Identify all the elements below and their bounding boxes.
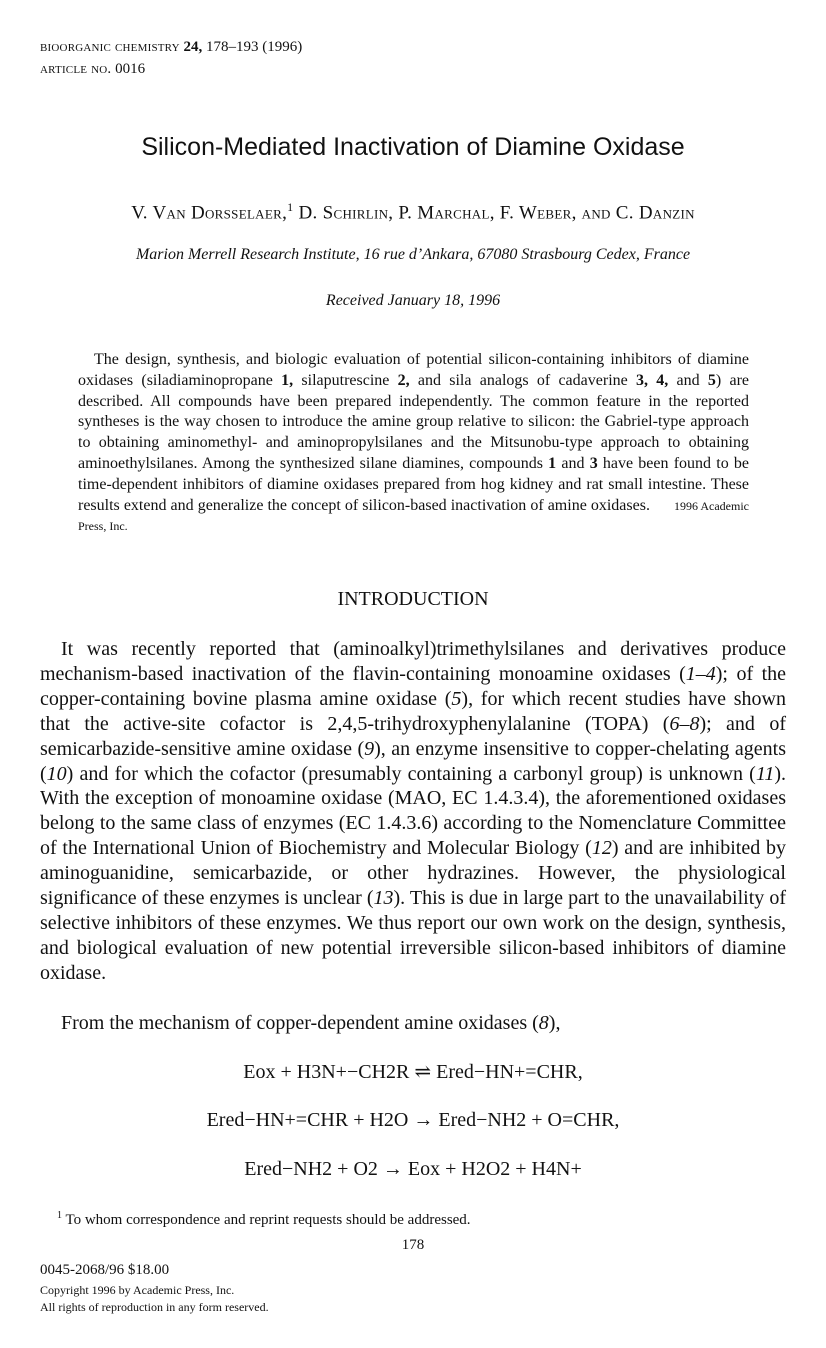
author-footnote-mark: 1 [287,200,294,214]
author-first: V. Van Dorsselaer, [131,202,288,224]
equation-2: Ered−HN+=CHR + H2O → Ered−NH2 + O=CHR, [206,1109,620,1131]
equation-1: Eox + H3N+−CH2R ⇌ Ered−HN+=CHR, [243,1061,583,1083]
abstract-text: and [556,454,590,472]
citation-ref: 1–4 [685,662,716,685]
footnote-mark: 1 [57,1210,62,1221]
body-text: ); and of semicarbazide-sensitive amine oxidase ( [40,712,786,760]
body-text: ), for which recent studies have shown that the active-site cofactor is 2,4,5-trihydroxyphenylalanine (TOPA) ( [40,687,786,735]
body-text: ). This is due in large part to the unavailability of selective inhibitors of these enzymes. We thus report our own work on the design, synthesis, and biological evaluation of new potential irreversible silicon-based inhibitors of diamine oxidase. [40,887,786,984]
abstract-text: and [668,371,708,389]
journal-volume: 24, [183,39,203,55]
body-text: ), [548,1012,561,1034]
compound-ref: 2, [397,371,410,389]
abstract [78,350,749,537]
page-number: 178 [401,1237,425,1253]
footnote [57,1210,471,1229]
abstract-text: and sila analogs of cadaverine [409,371,636,389]
author-list [0,200,826,224]
footnote-text: To whom correspondence and reprint requests should be addressed. [62,1212,471,1228]
article-number: 0016 [115,61,146,77]
compound-ref: 1 [548,454,557,472]
compound-ref: 5 [707,371,716,389]
article-number-line [40,58,302,80]
body-text: ) and for which the cofactor (presumably containing a carbonyl group) is unknown ( [66,762,756,785]
compound-ref: 3, 4, [636,371,669,389]
author-rest: D. Schirlin, P. Marchal, F. Weber, and C. Danzin [293,202,695,224]
copyright-block [40,1282,269,1316]
copyright-line: Copyright 1996 by Academic Press, Inc. [40,1283,235,1297]
body-text: ). With the exception of monoamine oxidase (MAO, EC 1.4.3.4), the aforementioned oxidases belong to the same class of enzymes (EC 1.4.3.6) according to the Nomenclature Committee of the International Union of Biochemistry and Molecular Biology ( [40,762,786,860]
section-heading-introduction: INTRODUCTION [337,588,489,610]
body-text: It was recently reported that (aminoalkyl)trimethylsilanes and derivatives produce mechanism-based inactivation of the flavin-containing monoamine oxidases ( [40,638,786,685]
abstract-text: The design, synthesis, and biologic evaluation of potential silicon-containing inhibitors of diamine oxidases (siladiaminopropane [78,351,749,389]
abstract-text: ) are described. All compounds have been prepared independently. The common feature in the reported syntheses is the way chosen to introduce the amine group relative to silicon: the Gabriel-type approach to obtaining aminomethyl- and aminopropylsilanes and the Mitsunobu-type approach to obtaining aminoethylsilanes. Among the synthesized silane diamines, compounds [78,371,750,472]
intro-paragraph [40,637,786,986]
citation-ref: 9 [364,737,375,760]
article-title: Silicon-Mediated Inactivation of Diamine Oxidase [141,133,685,161]
citation-ref: 11 [755,762,775,785]
compound-ref: 3 [589,454,598,472]
received-date: Received January 18, 1996 [325,292,501,309]
journal-name: bioorganic chemistry [40,39,180,55]
equation-3: Ered−NH2 + O2 → Eox + H2O2 + H4N+ [244,1158,582,1180]
article-label: article no. [40,61,112,77]
rights-line: All rights of reproduction in any form reserved. [40,1300,269,1314]
citation-ref: 10 [46,762,67,785]
journal-citation [40,36,302,58]
citation-ref: 5 [451,687,462,710]
journal-pages-year: 178–193 (1996) [206,39,303,55]
citation-ref: 8 [538,1012,549,1034]
body-text: From the mechanism of copper-dependent amine oxidases ( [61,1012,539,1034]
intro-paragraph-2 [40,1011,786,1036]
citation-ref: 12 [591,837,612,860]
abstract-text: have been found to be time-dependent inhibitors of diamine oxidases prepared from hog kidney and rat small intestine. These results extend and generalize the concept of silicon-based inactivation of amine oxidases. [78,454,750,514]
abstract-press-note: 1996 Academic Press, Inc. [78,498,749,534]
citation-ref: 13 [373,887,394,910]
issn-price: 0045-2068/96 $18.00 [40,1262,170,1278]
body-text: ) and are inhibited by aminoguanidine, semicarbazide, or other hydrazines. However, the physiological significance of these enzymes is unclear ( [40,837,786,910]
affiliation: Marion Merrell Research Institute, 16 rue d’Ankara, 67080 Strasbourg Cedex, France [135,246,691,263]
compound-ref: 1, [281,371,294,389]
body-text: ), an enzyme insensitive to copper-chelating agents ( [40,737,786,785]
citation-ref: 6–8 [669,712,700,735]
body-text: ); of the copper-containing bovine plasma amine oxidase ( [40,662,787,710]
running-header [40,36,302,80]
abstract-text: silaputrescine [293,371,398,389]
